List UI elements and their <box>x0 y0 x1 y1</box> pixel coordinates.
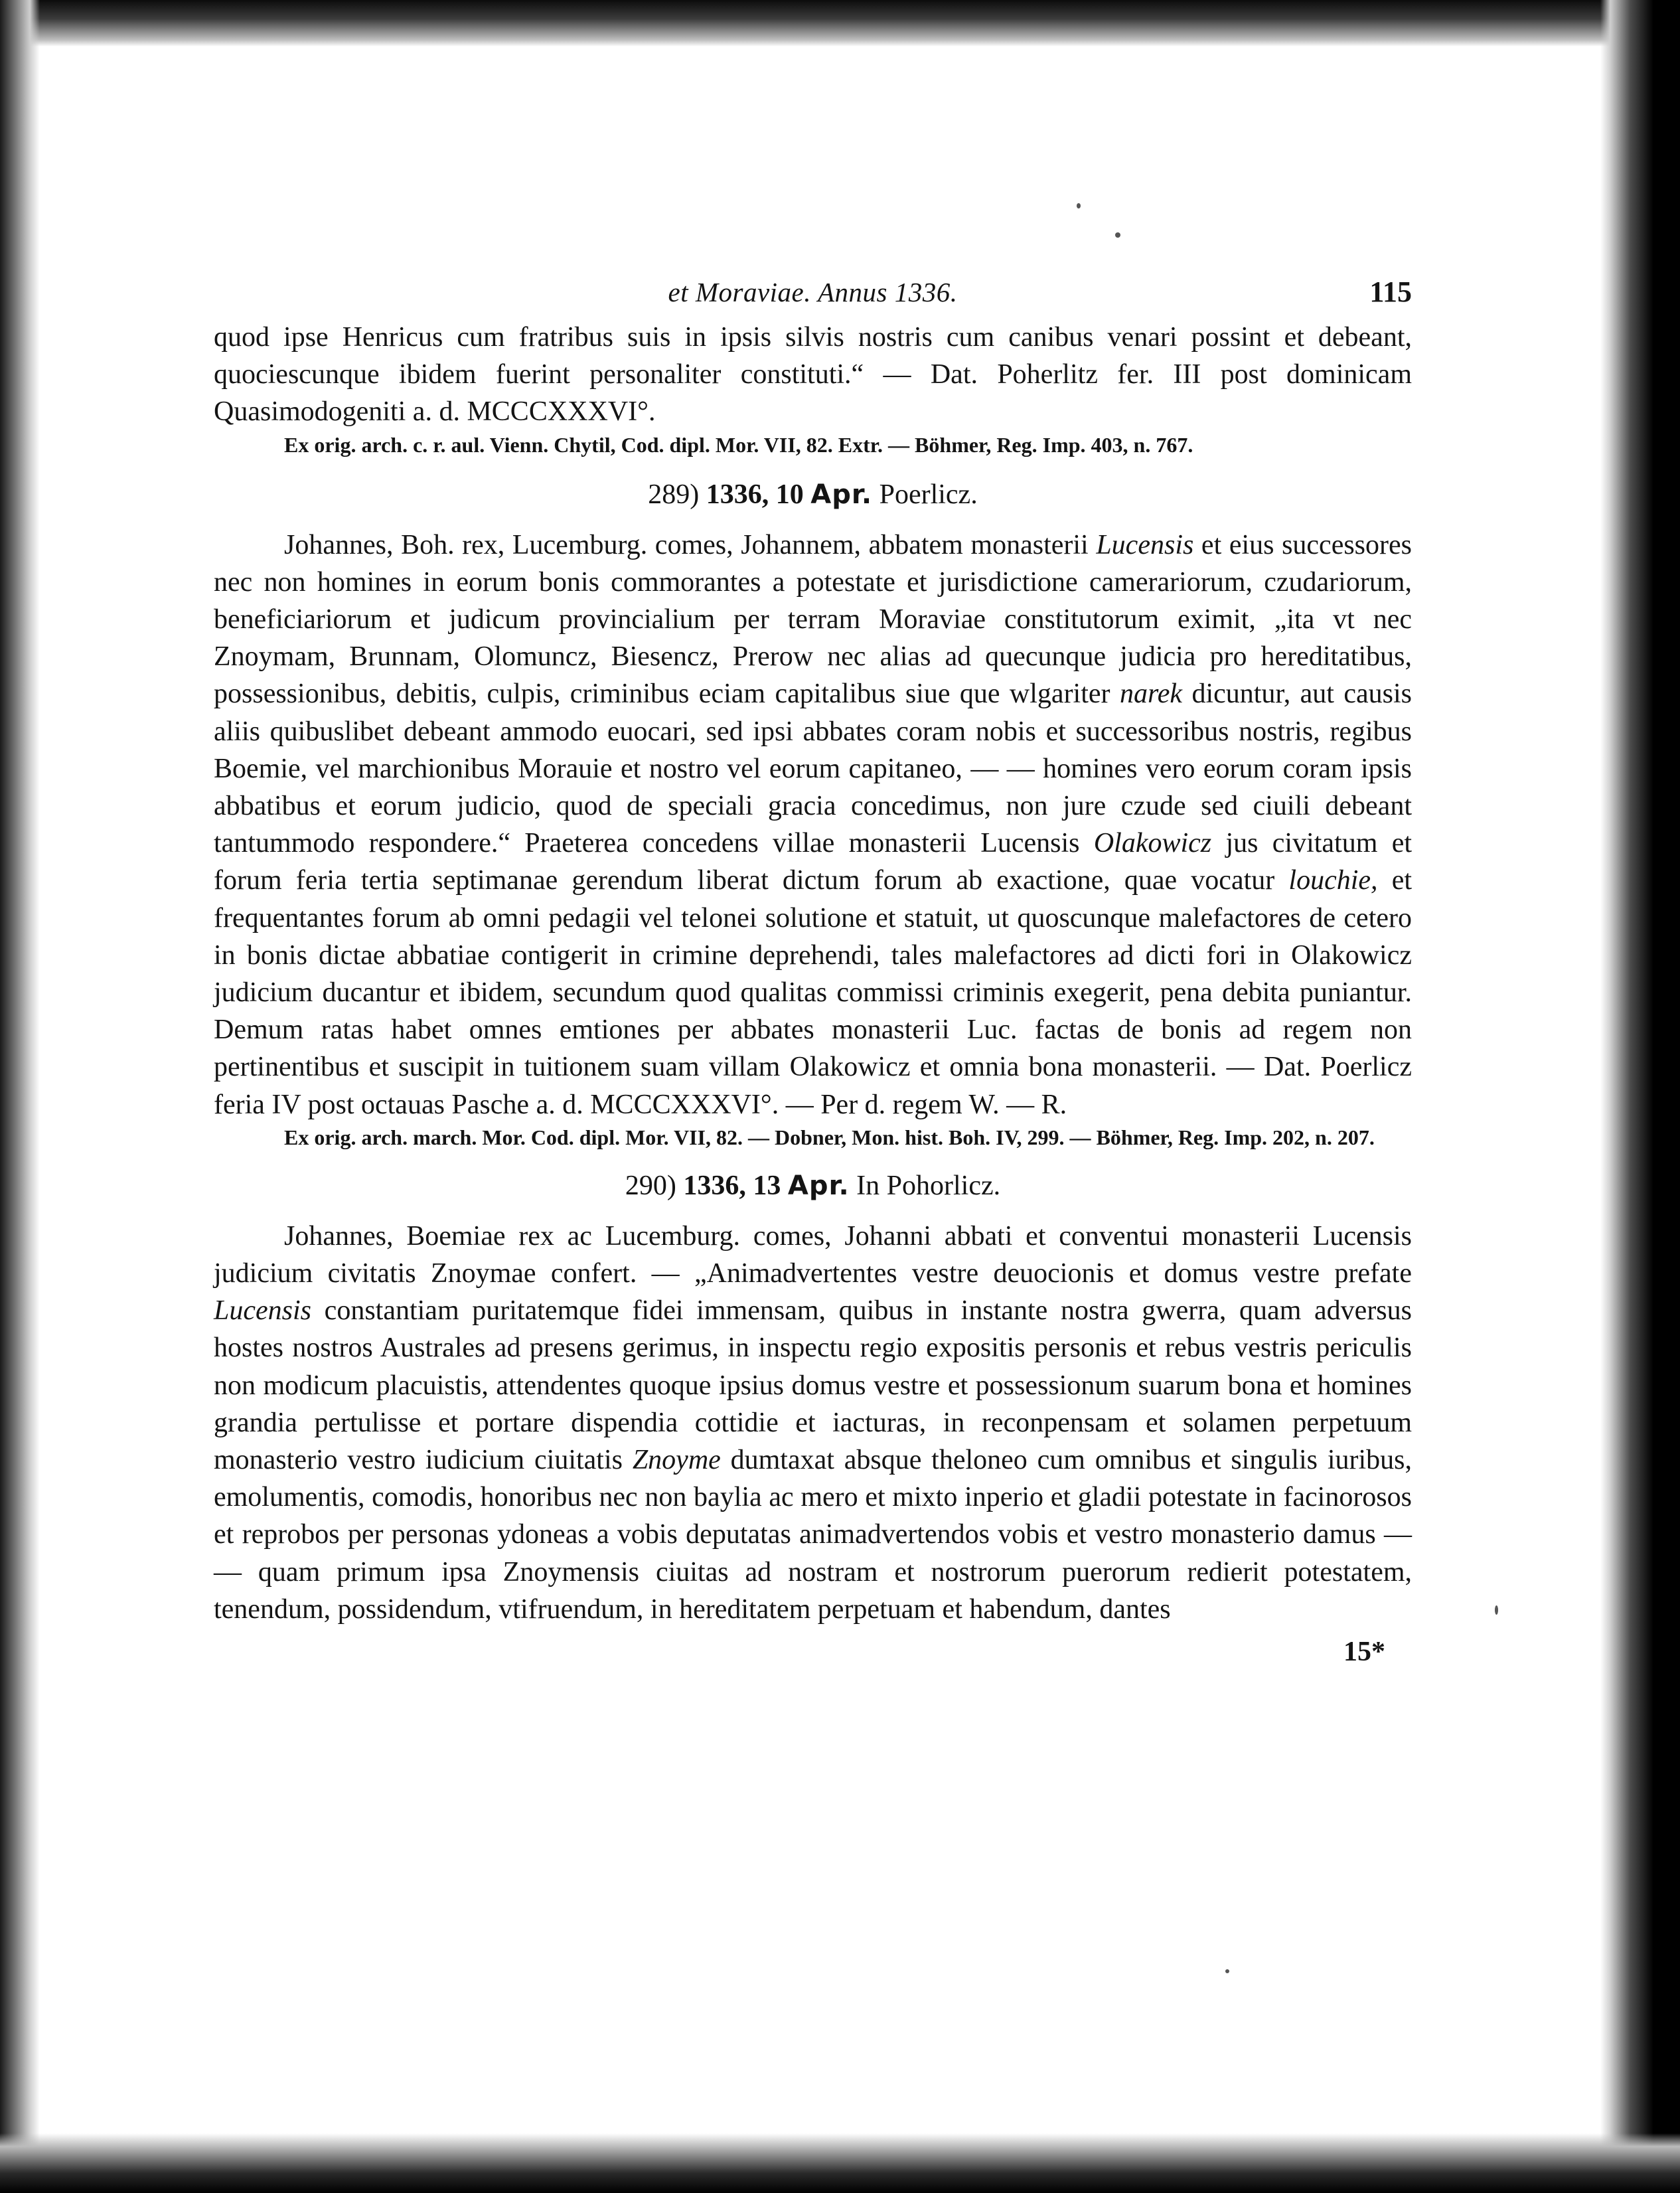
running-title: et Moraviae. Annus 1336. <box>668 277 958 307</box>
entry-italic-term: Lucensis <box>1096 529 1194 560</box>
scan-border-bottom <box>0 2133 1680 2193</box>
entry-month: Apr. <box>787 1170 850 1201</box>
entry-body-289 <box>214 527 1412 1123</box>
entry-number: 289) <box>648 479 700 510</box>
entry-italic-term: Lucensis <box>214 1295 311 1327</box>
entry-heading-290 <box>214 1167 1412 1204</box>
entry-text: et frequentantes forum ab omni pedagii vel telonei solutione et statuit, ut quoscunque malefactores de cetero in bonis dictae abbatiae contigerit in crimine deprehendi, tales malefactores ad dicti fori in Olakowicz judicium ducantur et ibidem, secundum quod qualitas commissi criminis exegerit, pena debita puniantur. Demum ratas habet omnes emtiones per abbates monasterii Luc. factas de bonis ad regem non pertinentibus et suscipit in tuitionem suam villam Olakowicz et omnia bona monasterii. — Dat. Poerlicz feria IV post octauas Pasche a. d. MCCCXXXVI°. — Per d. regem W. — R. <box>214 865 1412 1120</box>
scan-border-left <box>0 0 40 2193</box>
entry-place: Poerlicz. <box>879 479 978 510</box>
entry-text: dicuntur, aut causis aliis quibuslibet debeant ammodo euocari, sed ipsi abbates coram nobis et successoribus nostris, regibus Boemie, vel marchionibus Morauie et nostro vel eorum capitaneo, — — homines vero eorum coram ipsis abbatibus et eorum judicio, quod de speciali gracia concedimus, non jure czude sed ciuili debeant tantummodo respondere.“ Praeterea concedens villae monasterii Lucensis <box>214 679 1413 859</box>
entry-date: 1336, 13 <box>683 1170 781 1201</box>
scan-border-right <box>1600 0 1680 2193</box>
entry-italic-term: Olakowicz <box>1093 828 1212 859</box>
book-page <box>214 266 1412 1672</box>
entry-body-290 <box>214 1218 1412 1628</box>
scan-border-top <box>0 0 1680 46</box>
entry-italic-term: narek <box>1119 679 1183 710</box>
running-head <box>214 266 1412 319</box>
continuation-source-note: Ex orig. arch. c. r. aul. Vienn. Chytil, Cod. dipl. Mor. VII, 82. Extr. — Böhmer, Reg. Imp. 403, n. 767. <box>284 432 1193 457</box>
entry-place: In Pohorlicz. <box>856 1170 1001 1201</box>
entry-date: 1336, 10 <box>706 479 804 510</box>
continuation-paragraph: quod ipse Henricus cum fratribus suis in ipsis silvis nostris cum canibus venari possint et debeant, quociescunque ibidem fuerint personaliter constituti.“ — Dat. Poherlitz fer. III post dominicam Quasimodogeniti a. d. MCCCXXXVI°. <box>214 322 1412 428</box>
signature-mark: 15* <box>1343 1637 1385 1668</box>
entry-text: Johannes, Boh. rex, Lucemburg. comes, Johannem, abbatem monasterii <box>284 529 1089 560</box>
entry-text: dumtaxat absque theloneo cum omnibus et singulis iuribus, emolumentis, comodis, honoribus nec non baylia ac mero et mixto inperio et gladii potestate in facinorosos et reprobos per personas ydoneas a vobis deputatas animadvertendos vobis et vestro monasterio damus — — quam primum ipsa Znoymensis ciuitas ad nostram et nostrorum puerorum redierit potestatem, tenendum, possidendum, vtifruendum, in hereditatem perpetuam et habendum, dantes <box>214 1445 1412 1625</box>
print-speck <box>1495 1605 1498 1615</box>
entry-source-note-289: Ex orig. arch. march. Mor. Cod. dipl. Mor. VII, 82. — Dobner, Mon. hist. Boh. IV, 299. — Böhmer, Reg. Imp. 202, n. 207. <box>284 1125 1375 1149</box>
entry-italic-term: Znoyme <box>632 1445 721 1476</box>
print-speck <box>1077 203 1081 208</box>
entry-text: Johannes, Boemiae rex ac Lucemburg. comes, Johanni abbati et conventui monasterii Lucensis judicium civitatis Znoymae confert. — „Animadvertentes vestre deuocionis et domus vestre prefate <box>214 1220 1412 1289</box>
entry-text: constantiam puritatemque fidei immensam, quibus in instante nostra gwerra, quam adversus hostes nostros Australes ad presens gerimus, in inspectu regio expositis personis et rebus vestris periculis non modicum placuistis, attendentes quoque ipsius domus vestre et possessionum suarum bona et homines grandia pertulisse et portare dispendia cottidie et iacturas, in reconpensam et solamen perpetuum monasterio vestro iudicium ciuitatis <box>214 1295 1412 1476</box>
entry-italic-term: louchie, <box>1288 865 1378 896</box>
print-speck <box>1115 232 1120 238</box>
entry-text: et eius successores nec non homines in eorum bonis commorantes a potestate et jurisdictione camerariorum, czudariorum, beneficiariorum et judicum provincialium per terram Moraviae constitutorum eximit, „ita vt nec Znoymam, Brunnam, Olomuncz, Biesencz, Prerow nec alias ad quecunque judicia pro hereditatibus, possessionibus, debitis, culpis, criminibus eciam capitalibus siue que wlgariter <box>214 529 1412 710</box>
entry-heading-289 <box>214 476 1412 513</box>
page-number: 115 <box>1369 276 1412 308</box>
print-speck <box>1225 1969 1229 1973</box>
entry-month: Apr. <box>810 479 873 510</box>
entry-number: 290) <box>625 1170 676 1201</box>
entry-text: jus civitatum et forum feria tertia septimanae gerendum liberat dictum forum ab exactione, quae vocatur <box>214 828 1413 896</box>
